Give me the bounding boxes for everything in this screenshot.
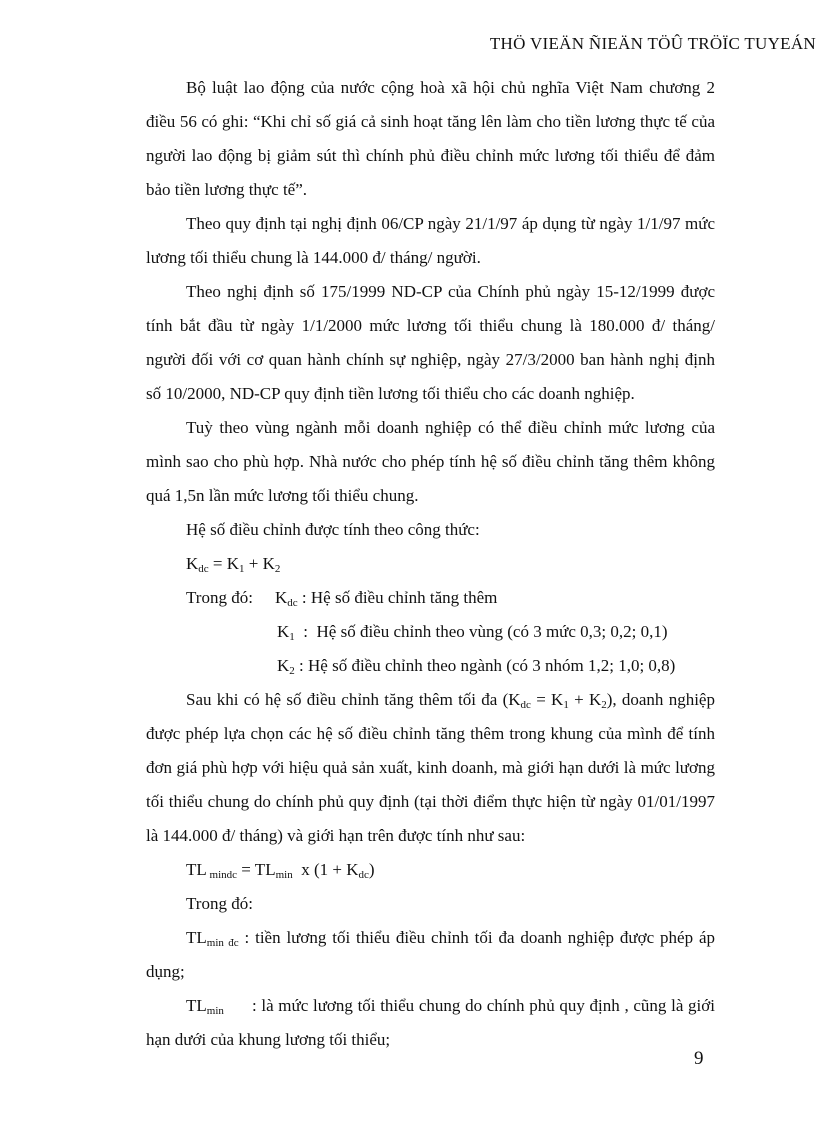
document-body bbox=[146, 71, 720, 1057]
page-number: 9 bbox=[694, 1048, 704, 1069]
where-label: Trong đó: bbox=[186, 588, 253, 607]
definition-tl-min: $TL_{min}$ : là mức lương tối thiểu chung do chính phủ quy định , cũng là giới hạn dưới của khung lương tối thiểu; bbox=[146, 996, 720, 1049]
paragraph-decree-175: Theo nghị định số 175/1999 ND-CP của Chính phủ ngày 15-12/1999 được tính bắt đầu từ ngày 1/1/2000 mức lương tối thiểu chung là 180.000 đ/ tháng/ người đối với cơ quan hành chính sự nghiệp, ngày 27/3/2000 ban hành nghị định số 10/2000, ND-CP quy định tiền lương tối thiểu cho các doanh nghiệp. bbox=[146, 282, 715, 403]
paragraph-region-adjustment: Tuỳ theo vùng ngành mỗi doanh nghiệp có thể điều chỉnh mức lương của mình sao cho phù hợp. Nhà nước cho phép tính hệ số điều chỉnh tăng thêm không quá 1,5n lần mức lương tối thiểu chung. bbox=[146, 418, 715, 505]
where-label-2: Trong đó: bbox=[186, 894, 253, 913]
formula-tl-mindc: TL $_{mindc} = TL_{min}$ x $(1 + K_{dc})$ bbox=[186, 860, 375, 881]
paragraph-labor-code: Bộ luật lao động của nước cộng hoà xã hội chủ nghĩa Việt Nam chương 2 điều 56 có ghi: “Khi chỉ số giá cả sinh hoạt tăng lên làm cho tiền lương thực tế của người lao động bị giảm sút thì chính phủ điều chỉnh mức lương tối thiểu để đảm bảo tiền lương thực tế”. bbox=[146, 78, 715, 199]
definition-kdc: Trong đó: $K_{dc}$ : Hệ số điều chỉnh tăng thêm bbox=[146, 581, 715, 615]
definition-k2: $K_2$ : Hệ số điều chỉnh theo ngành (có 3 nhóm 1,2; 1,0; 0,8) bbox=[277, 656, 676, 677]
paragraph-decree-06: Theo quy định tại nghị định 06/CP ngày 21/1/97 áp dụng từ ngày 1/1/97 mức lương tối thiểu chung là 144.000 đ/ tháng/ người. bbox=[146, 214, 715, 267]
paragraph-max-coefficient: Sau khi có hệ số điều chỉnh tăng thêm tối đa $(K_{dc} = K_1 + K_2)$, doanh nghiệp được phép lựa chọn các hệ số điều chỉnh tăng thêm trong khung của mình để tính đơn giá phù hợp với hiệu quả sản xuất, kinh doanh, mà giới hạn dưới là mức lương tối thiểu chung do chính phủ quy định (tại thời điểm thực hiện từ ngày 01/01/1997 là 144.000 đ/ tháng) và giới hạn trên được tính như sau: bbox=[146, 690, 715, 845]
paragraph-formula-intro: Hệ số điều chỉnh được tính theo công thức: bbox=[186, 520, 480, 539]
formula-kdc: $K_{dc} = K_1 + K_2$ bbox=[186, 554, 281, 575]
running-header: THÖ VIEÄN ÑIEÄN TÖÛ TRÖÏC TUYEÁN bbox=[489, 34, 816, 53]
definition-tl-min-dc: $TL_{min đc}$ : tiền lương tối thiểu điều chỉnh tối đa doanh nghiệp được phép áp dụng; bbox=[146, 928, 715, 981]
definition-k1: $K_1$ : Hệ số điều chỉnh theo vùng (có 3 mức 0,3; 0,2; 0,1) bbox=[277, 622, 668, 643]
